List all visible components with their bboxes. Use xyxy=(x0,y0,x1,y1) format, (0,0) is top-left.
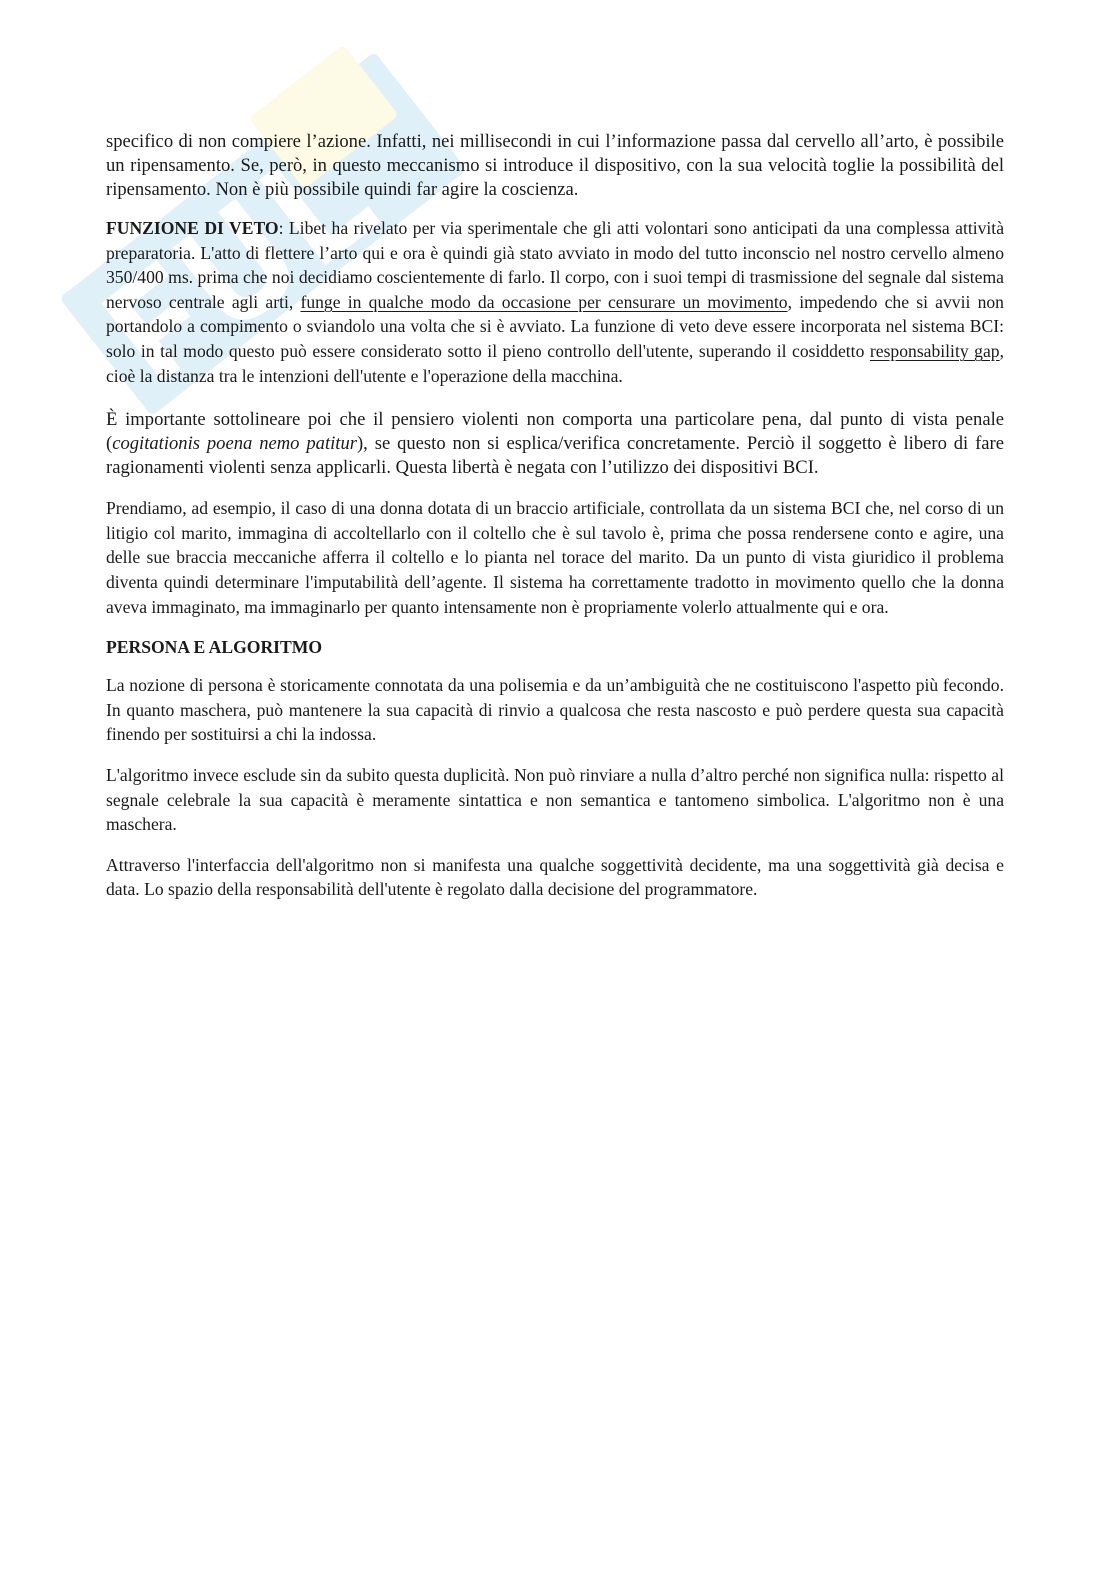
document-body xyxy=(106,130,1004,918)
veto-underline-b: responsability gap xyxy=(869,340,1000,361)
paragraph-persona: La nozione di persona è storicamente connotata da una polisemia e da un’ambiguità che ne costituiscono l'aspetto più fecondo. In quanto maschera, può mantenere la sua capacità di rinvio a qualcosa che resta nascosto e può perdere questa sua capacità finendo per sostituirsi a chi la indossa. xyxy=(106,675,1004,745)
paragraph-intro: specifico di non compiere l’azione. Infatti, nei millisecondi in cui l’informazione passa dal cervello all’arto, è possibile un ripensamento. Se, però, in questo meccanismo si introduce il dispositivo, con la sua velocità toglie la possibilità del ripensamento. Non è più possibile quindi far agire la coscienza. xyxy=(106,131,1004,200)
section-heading: PERSONA E ALGORITMO xyxy=(106,637,323,658)
paragraph-interfaccia: Attraverso l'interfaccia dell'algoritmo non si manifesta una qualche soggettività decidente, ma una soggettività già decisa e data. Lo spazio della responsabilità dell'utente è regolato dalla decisione del programmatore. xyxy=(106,854,1004,900)
veto-text-a: : Libet ha rivelato per via sperimentale che gli atti volontari sono anticipati da una complessa attività preparatoria. L'atto di flettere l’arto qui e ora è quindi già stato avviato in modo del tutto inconscio nel nostro cervello almeno 350/400 ms. prima che noi decidiamo coscientemente di farlo. Il corpo, con i suoi tempi di trasmissione del segnale dal sistema nervoso centrale agli arti, xyxy=(106,218,1004,312)
pensiero-text-a: È importante sottolineare poi che il pensiero violenti non comporta una particolare pena, dal punto di vista penale ( xyxy=(106,409,1004,455)
pensiero-text-b: ), se questo non si esplica/verifica concretamente. Perciò il soggetto è libero di fare ragionamenti violenti senza applicarli. Questa libertà è negata con l’utilizzo dei dispositivi BCI. xyxy=(106,433,1004,479)
paragraph-esempio-braccio: Prendiamo, ad esempio, il caso di una donna dotata di un braccio artificiale, controllata da un sistema BCI che, nel corso di un litigio col marito, immagina di accoltellarlo con il coltello che è sul tavolo è, prima che possa rendersene conto e agire, una delle sue braccia meccaniche afferra il coltello e lo pianta nel torace del marito. Da un punto di vista giuridico il problema diventa quindi determinare l'imputabilità dell’agente. Il sistema ha correttamente tradotto in movimento quello che la donna aveva immaginato, ma immaginarlo per quanto intensamente non è propriamente volerlo attualmente qui e ora. xyxy=(106,498,1004,617)
veto-underline-a: funge in qualche modo da occasione per censurare un movimento xyxy=(300,291,788,312)
paragraph-pensiero-violento xyxy=(106,408,1004,480)
veto-title: FUNZIONE DI VETO xyxy=(106,218,279,238)
paragraph-algoritmo: L'algoritmo invece esclude sin da subito questa duplicità. Non può rinviare a nulla d’altro perché non significa nulla: rispetto al segnale celebrale la sua capacità è meramente sintattica e non semantica e tantomeno simbolica. L'algoritmo non è una maschera. xyxy=(106,764,1004,835)
veto-text-b: , impedendo che si avvii non portandolo a compimento o sviandolo una volta che si è avviato. La funzione di veto deve essere incorporata nel sistema BCI: solo in tal modo questo può essere considerato sotto il pieno controllo dell'utente, superando il cosiddetto xyxy=(106,291,1004,361)
pensiero-italic: cogitationis poena nemo patitur xyxy=(112,433,357,455)
veto-text-c: , cioè la distanza tra le intenzioni dell'utente e l'operazione della macchina. xyxy=(106,340,1004,386)
paragraph-funzione-di-veto xyxy=(106,216,1004,388)
